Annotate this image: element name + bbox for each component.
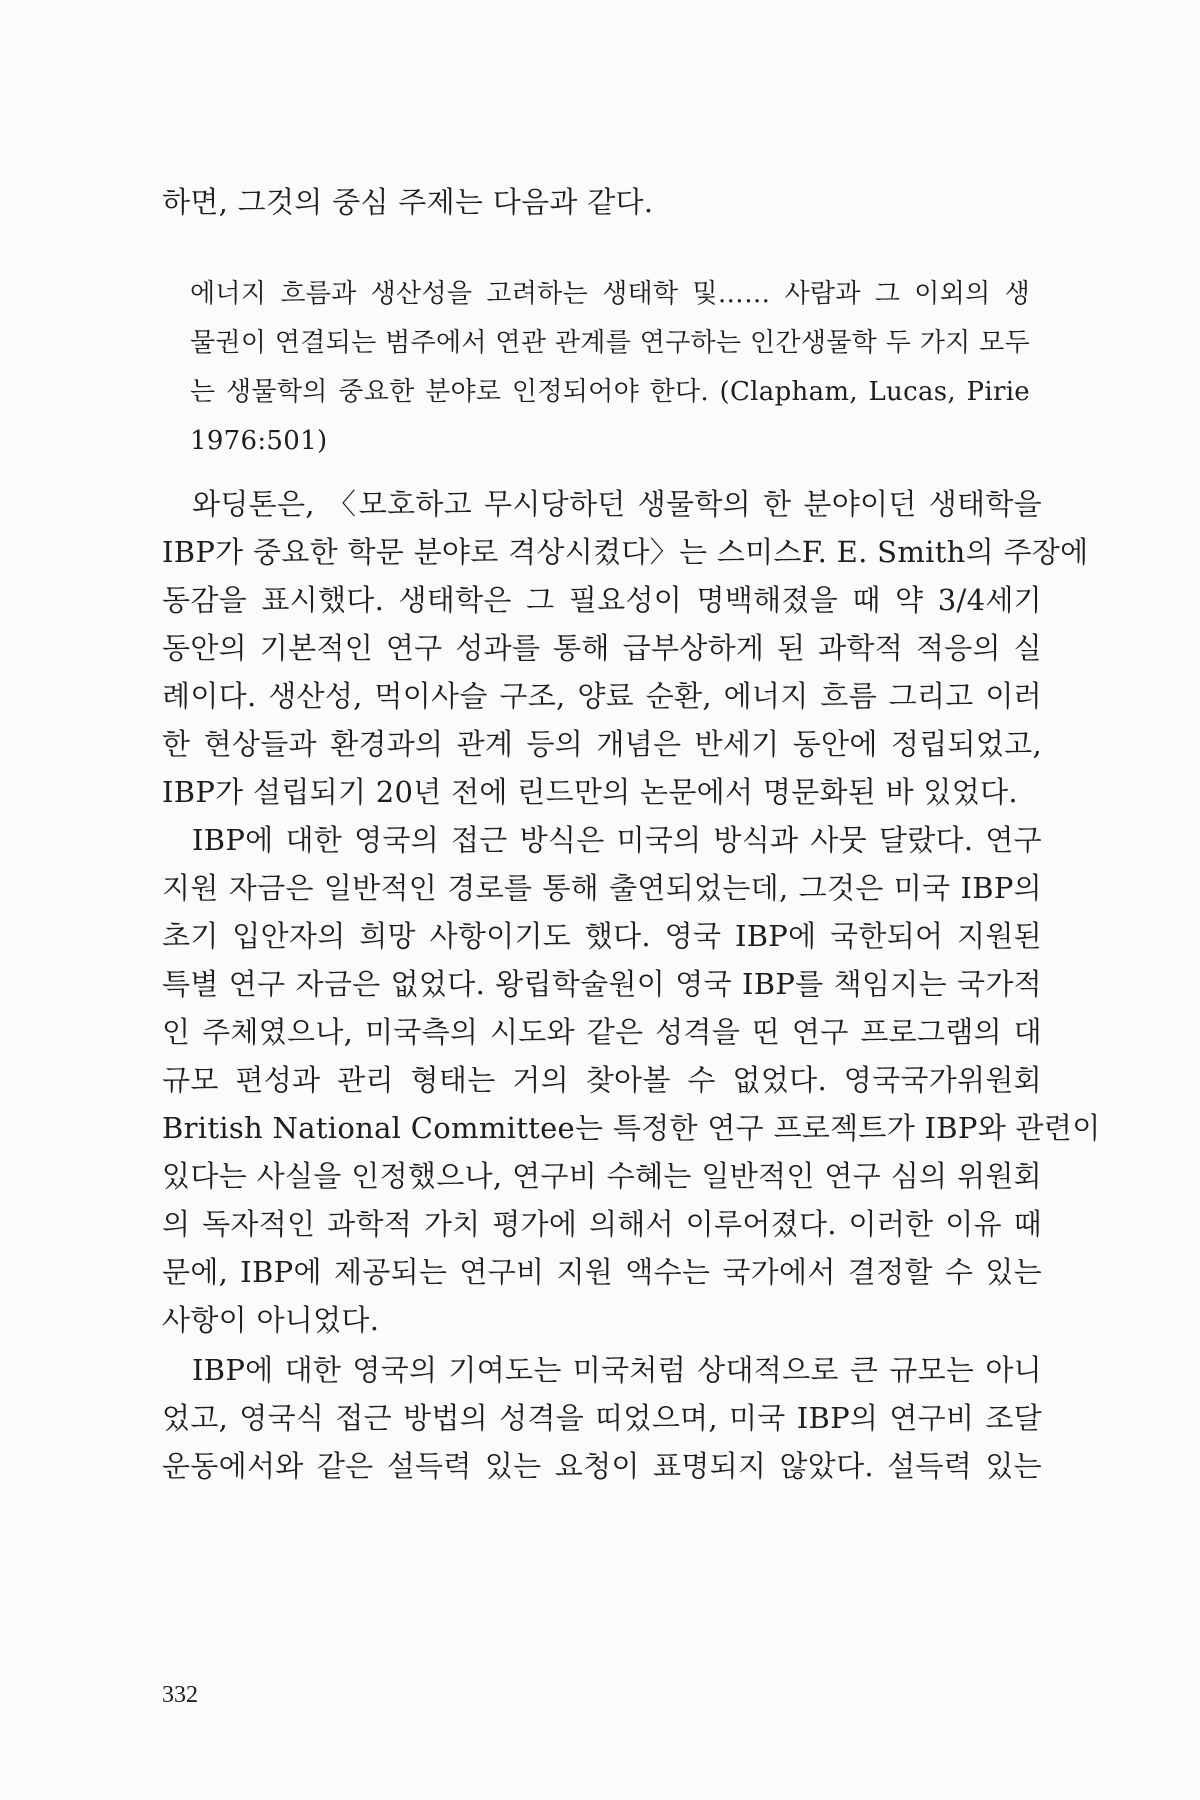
paragraph-line: 운동에서와 같은 설득력 있는 요청이 표명되지 않았다. 설득력 있는 — [162, 1449, 1042, 1483]
paragraph-line: 의 독자적인 과학적 가치 평가에 의해서 이루어졌다. 이러한 이유 때 — [162, 1207, 1042, 1241]
paragraph-line: 례이다. 생산성, 먹이사슬 구조, 양료 순환, 에너지 흐름 그리고 이러 — [162, 679, 1042, 713]
paragraph-line: IBP에 대한 영국의 접근 방식은 미국의 방식과 사뭇 달랐다. 연구 — [192, 823, 1042, 857]
paragraph-line: 인 주체였으나, 미국측의 시도와 같은 성격을 띤 연구 프로그램의 대 — [162, 1015, 1042, 1049]
quote-line: 에너지 흐름과 생산성을 고려하는 생태학 및…… 사람과 그 이외의 생 — [190, 279, 1030, 309]
intro-line: 하면, 그것의 중심 주제는 다음과 같다. — [162, 185, 654, 219]
paragraph-line: 초기 입안자의 희망 사항이기도 했다. 영국 IBP에 국한되어 지원된 — [162, 919, 1042, 953]
quote-line: 는 생물학의 중요한 분야로 인정되어야 한다. (Clapham, Lucas, Pirie — [190, 377, 1030, 407]
paragraph-line: 사항이 아니었다. — [162, 1303, 380, 1337]
paragraph-line: 한 현상들과 환경과의 관계 등의 개념은 반세기 동안에 정립되었고, — [162, 727, 1042, 761]
quote-line: 물권이 연결되는 범주에서 연관 관계를 연구하는 인간생물학 두 가지 모두 — [190, 328, 1030, 358]
paragraph-line: British National Committee는 특정한 연구 프로젝트가 IBP와 관련이 — [162, 1111, 1101, 1145]
paragraph-line: IBP가 설립되기 20년 전에 린드만의 논문에서 명문화된 바 있었다. — [162, 775, 1018, 809]
paragraph-line: 지원 자금은 일반적인 경로를 통해 출연되었는데, 그것은 미국 IBP의 — [162, 871, 1042, 905]
paragraph-line: 었고, 영국식 접근 방법의 성격을 띠었으며, 미국 IBP의 연구비 조달 — [162, 1401, 1042, 1435]
quote-line: 1976:501) — [190, 426, 328, 456]
paragraph-line: 동안의 기본적인 연구 성과를 통해 급부상하게 된 과학적 적응의 실 — [162, 631, 1042, 665]
paragraph-line: 동감을 표시했다. 생태학은 그 필요성이 명백해졌을 때 약 3/4세기 — [162, 583, 1042, 617]
paragraph-line: 특별 연구 자금은 없었다. 왕립학술원이 영국 IBP를 책임지는 국가적 — [162, 967, 1042, 1001]
paragraph-line: 규모 편성과 관리 형태는 거의 찾아볼 수 없었다. 영국국가위원회 — [162, 1063, 1042, 1097]
paragraph-line: 문에, IBP에 제공되는 연구비 지원 액수는 국가에서 결정할 수 있는 — [162, 1255, 1042, 1289]
paragraph-line: IBP가 중요한 학문 분야로 격상시켰다〉는 스미스F. E. Smith의 주장에 — [162, 535, 1089, 569]
paragraph-line: 있다는 사실을 인정했으나, 연구비 수혜는 일반적인 연구 심의 위원회 — [162, 1159, 1042, 1193]
paragraph-line: IBP에 대한 영국의 기여도는 미국처럼 상대적으로 큰 규모는 아니 — [192, 1353, 1042, 1387]
block-quote — [190, 270, 1030, 466]
paragraph-line: 와딩톤은, 〈모호하고 무시당하던 생물학의 한 분야이던 생태학을 — [192, 487, 1042, 521]
page-number: 332 — [162, 1682, 198, 1708]
